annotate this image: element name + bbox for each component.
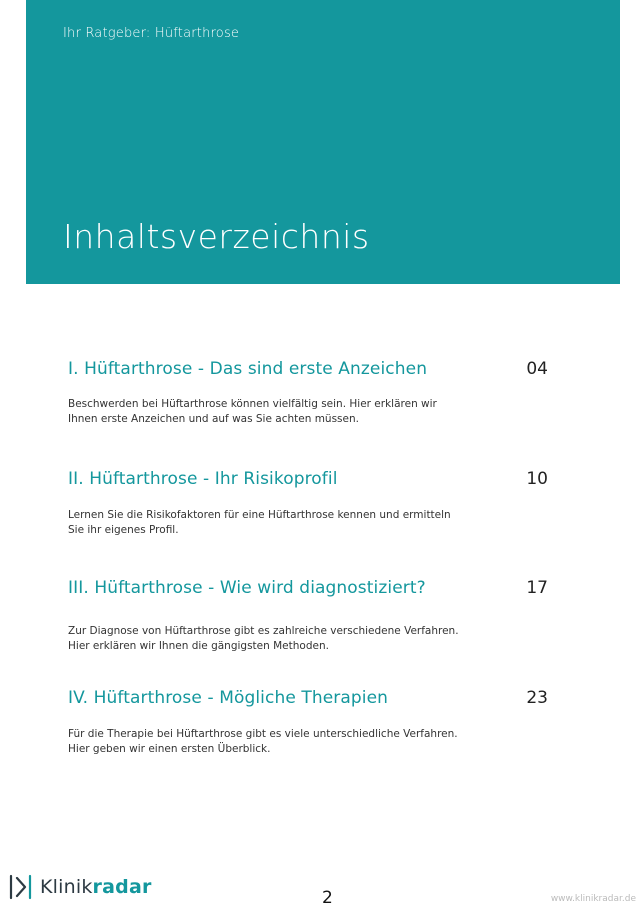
toc-heading[interactable]: II. Hüftarthrose - Ihr Risikoprofil — [68, 469, 338, 489]
toc-page-number: 04 — [526, 359, 548, 379]
footer-url[interactable]: www.klinikradar.de — [550, 894, 636, 904]
klinikradar-logo-icon — [8, 873, 34, 901]
header-band — [26, 0, 620, 284]
toc-page-number: 10 — [526, 469, 548, 489]
logo-text-bold: radar — [92, 876, 152, 898]
toc-description: Zur Diagnose von Hüftarthrose gibt es zahlreiche verschiedene Verfahren. Hier erklären wir Ihnen die gängigsten Methoden. — [68, 625, 459, 652]
page-number: 2 — [322, 888, 333, 908]
toc-description: Lernen Sie die Risikofaktoren für eine Hüftarthrose kennen und ermitteln Sie ihr eigenes Profil. — [68, 509, 451, 536]
header-subtitle: Ihr Ratgeber: Hüftarthrose — [63, 26, 240, 41]
toc-page-number: 23 — [526, 688, 548, 708]
logo-wordmark — [40, 876, 152, 898]
toc-heading[interactable]: I. Hüftarthrose - Das sind erste Anzeichen — [68, 359, 428, 379]
toc-heading[interactable]: IV. Hüftarthrose - Mögliche Therapien — [68, 688, 389, 708]
page-title: Inhaltsverzeichnis — [63, 217, 370, 256]
klinikradar-logo — [8, 873, 152, 901]
toc-description: Für die Therapie bei Hüftarthrose gibt es viele unterschiedliche Verfahren. Hier geben wir einen ersten Überblick. — [68, 728, 458, 755]
toc-description: Beschwerden bei Hüftarthrose können vielfältig sein. Hier erklären wir Ihnen erste Anzeichen und auf was Sie achten müssen. — [68, 398, 437, 425]
toc-page-number: 17 — [526, 578, 548, 598]
toc-heading[interactable]: III. Hüftarthrose - Wie wird diagnostiziert? — [68, 578, 426, 598]
logo-text-light: Klinik — [40, 876, 93, 898]
